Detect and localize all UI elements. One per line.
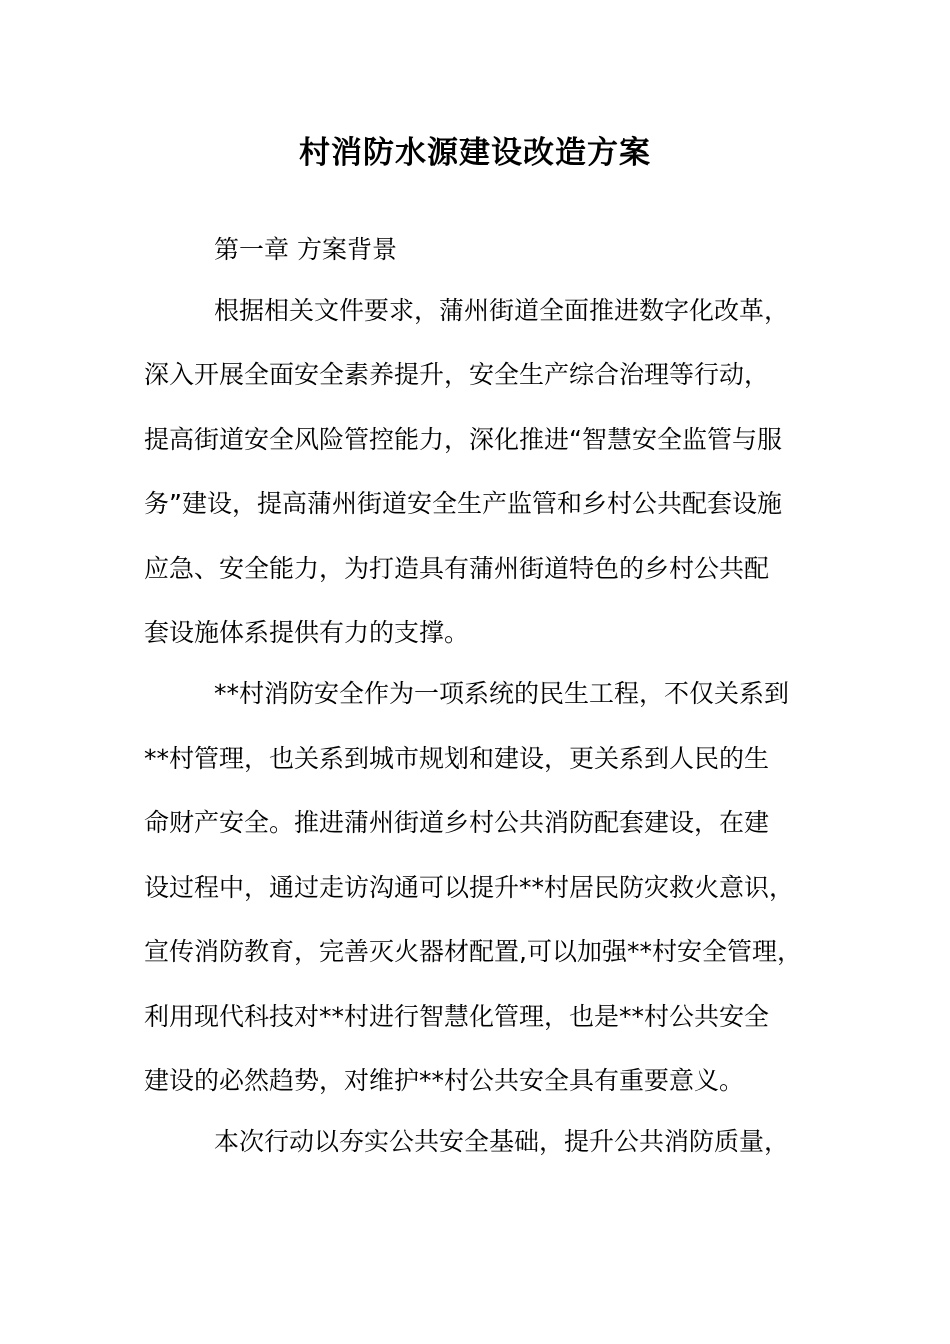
paragraph-2-line: 建设的必然趋势，对维护**村公共安全具有重要意义。 (144, 1066, 745, 1095)
paragraph-3-line: 本次行动以夯实公共安全基础，提升公共消防质量， (214, 1127, 790, 1156)
document-title: 村消防水源建设改造方案 (299, 135, 651, 171)
chapter-heading: 第一章 方案背景 (214, 235, 397, 264)
paragraph-1-line: 套设施体系提供有力的支撑。 (144, 618, 470, 647)
paragraph-2-line: 设过程中，通过走访沟通可以提升**村居民防灾救火意识， (144, 873, 795, 902)
paragraph-2-line: 命财产安全。推进蒲州街道乡村公共消防配套建设，在建 (144, 808, 770, 837)
paragraph-1-line: 应急、安全能力，为打造具有蒲州街道特色的乡村公共配 (144, 554, 770, 583)
paragraph-1-line: 深入开展全面安全素养提升，安全生产综合治理等行动， (144, 360, 770, 389)
paragraph-1-line: 提高街道安全风险管控能力，深化推进“智慧安全监管与服 (144, 425, 782, 454)
paragraph-2-line: 宣传消防教育，完善灭火器材配置,可以加强**村安全管理， (144, 937, 802, 966)
paragraph-2-line: 利用现代科技对**村进行智慧化管理，也是**村公共安全 (144, 1002, 770, 1031)
paragraph-2-line: **村消防安全作为一项系统的民生工程，不仅关系到 (214, 679, 790, 708)
paragraph-1-line: 根据相关文件要求，蒲州街道全面推进数字化改革， (214, 296, 790, 325)
paragraph-2-line: **村管理，也关系到城市规划和建设，更关系到人民的生 (144, 744, 770, 773)
paragraph-1-line: 务”建设，提高蒲州街道安全生产监管和乡村公共配套设施 (144, 489, 782, 518)
